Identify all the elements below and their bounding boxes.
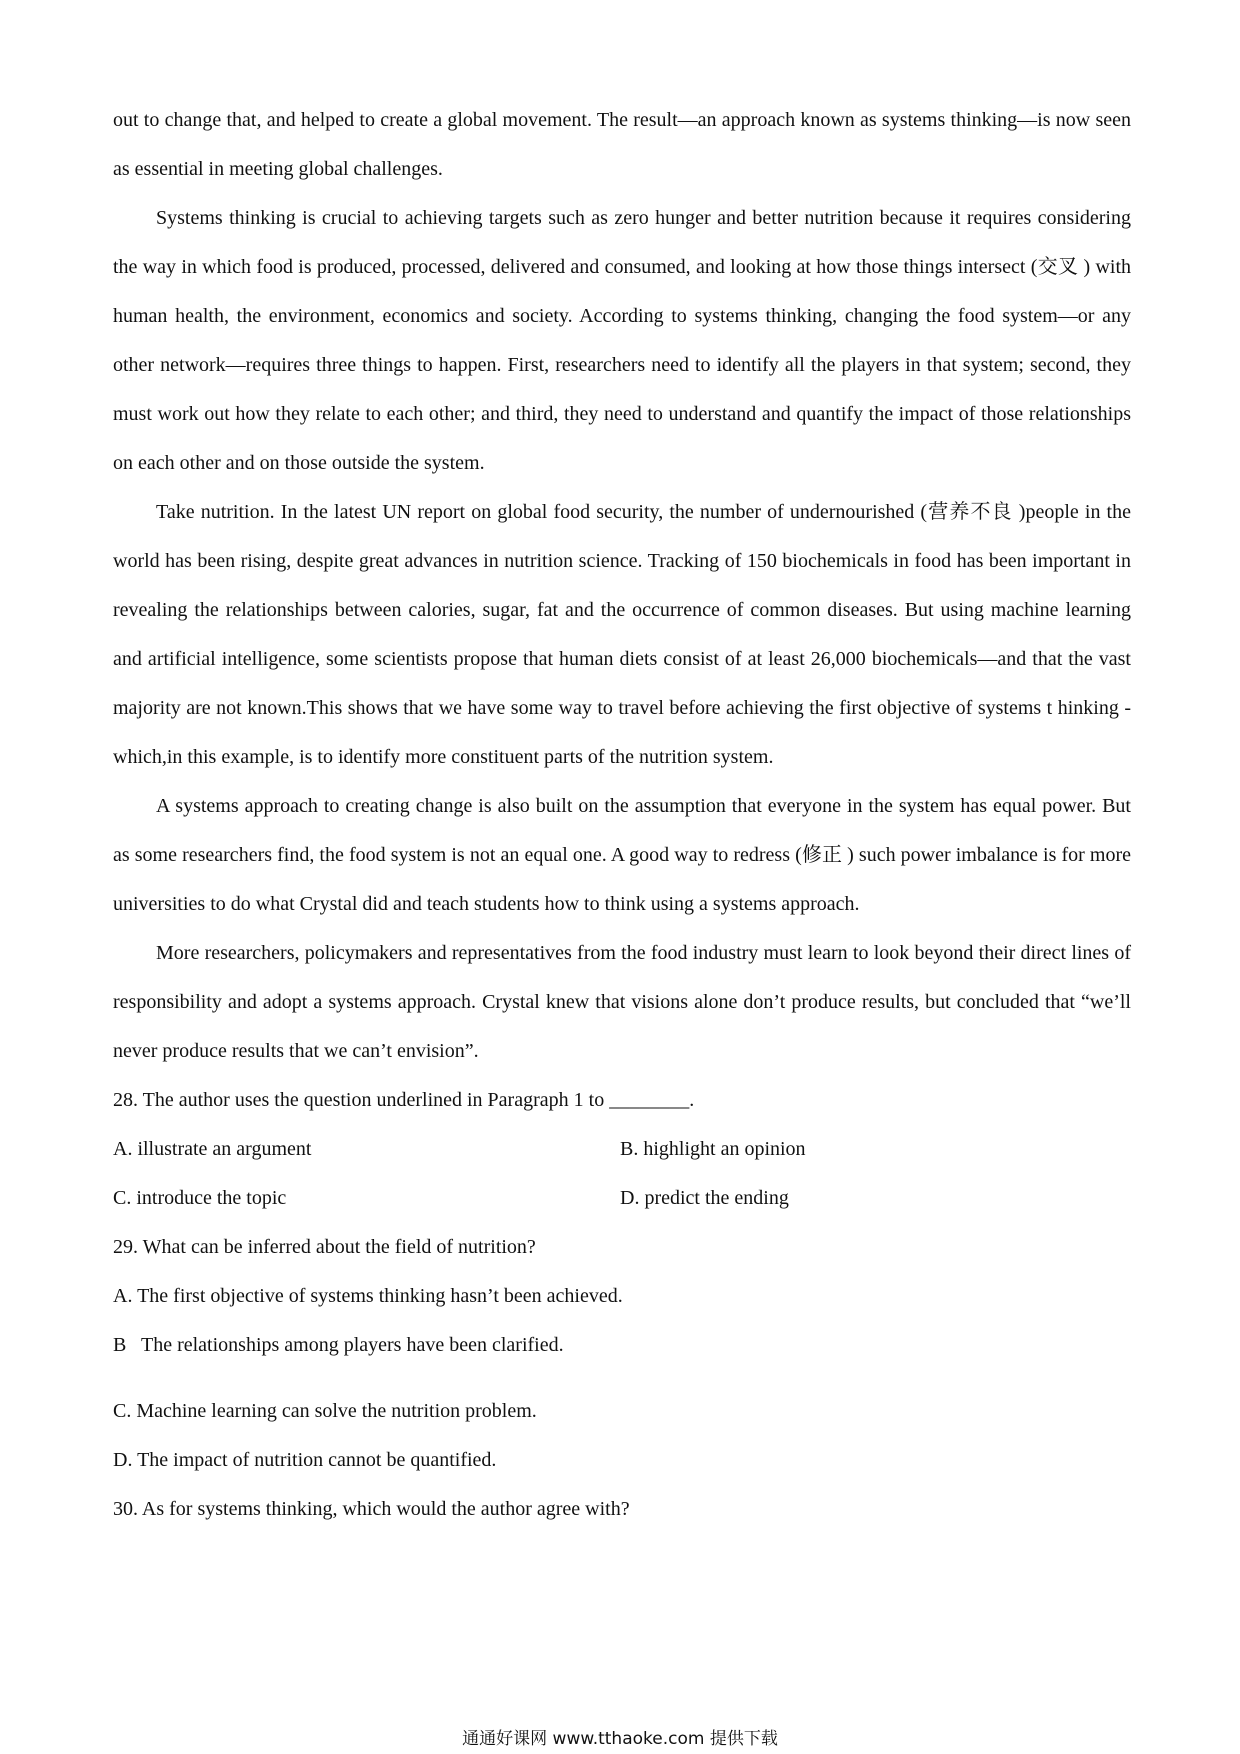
option-b: B The relationships among players have been clarified. bbox=[113, 1334, 564, 1356]
paragraph-systems-thinking: Systems thinking is crucial to achieving targets such as zero hunger and better nutrition because it requires considering the way in which food is produced, processed, delivered and consumed, and looking at how those things intersect (交叉 ) with human health, the environment, economics and society. According to systems thinking, changing the food system—or any other network—requires three things to happen. First, researchers need to identify all the players in that system; second, they must work out how they relate to each other; and third, they need to understand and quantify the impact of those relationships on each other and on those outside the system. bbox=[113, 207, 1131, 474]
question-29-stem: 29. What can be inferred about the field of nutrition? bbox=[113, 1236, 536, 1258]
question-29 bbox=[113, 1223, 1131, 1485]
option-a: A. The first objective of systems thinking hasn’t been achieved. bbox=[113, 1285, 623, 1307]
question-30-stem: 30. As for systems thinking, which would the author agree with? bbox=[113, 1498, 630, 1520]
question-28-options-row-2 bbox=[113, 1174, 1131, 1223]
question-28-stem: 28. The author uses the question underlined in Paragraph 1 to ________. bbox=[113, 1089, 695, 1111]
question-28 bbox=[113, 1076, 1131, 1223]
page-footer: 通通好课网 www.tthaoke.com 提供下载 bbox=[462, 1729, 778, 1749]
paragraph-continued: out to change that, and helped to create a global movement. The result—an approach known as systems thinking—is now seen as essential in meeting global challenges. bbox=[113, 109, 1131, 180]
option-c: C. Machine learning can solve the nutrition problem. bbox=[113, 1400, 537, 1422]
option-a: A. illustrate an argument bbox=[113, 1138, 312, 1160]
reading-passage bbox=[113, 96, 1131, 1534]
paragraph-power-imbalance: A systems approach to creating change is also built on the assumption that everyone in the system has equal power. But as some researchers find, the food system is not an equal one. A good way to redress (修正 ) such power imbalance is for more universities to do what Crystal did and teach students how to think using a systems approach. bbox=[113, 795, 1131, 915]
question-30 bbox=[113, 1485, 1131, 1534]
option-b: B. highlight an opinion bbox=[620, 1138, 806, 1160]
question-28-options-row-1 bbox=[113, 1125, 1131, 1174]
option-d: D. predict the ending bbox=[620, 1187, 789, 1209]
paragraph-conclusion: More researchers, policymakers and representatives from the food industry must learn to look beyond their direct lines of responsibility and adopt a systems approach. Crystal knew that visions alone don’t produce results, but concluded that “we’ll never produce results that we can’t envision”. bbox=[113, 942, 1131, 1062]
paragraph-nutrition: Take nutrition. In the latest UN report on global food security, the number of undernourished (营养不良 )people in the world has been rising, despite great advances in nutrition science. Tracking of 150 biochemicals in food has been important in revealing the relationships between calories, sugar, fat and the occurrence of common diseases. But using machine learning and artificial intelligence, some scientists propose that human diets consist of at least 26,000 biochemicals—and that the vast majority are not known.This shows that we have some way to travel before achieving the first objective of systems t hinking - which,in this example, is to identify more constituent parts of the nutrition system. bbox=[113, 501, 1131, 768]
option-c: C. introduce the topic bbox=[113, 1187, 287, 1209]
option-d: D. The impact of nutrition cannot be quantified. bbox=[113, 1449, 497, 1471]
